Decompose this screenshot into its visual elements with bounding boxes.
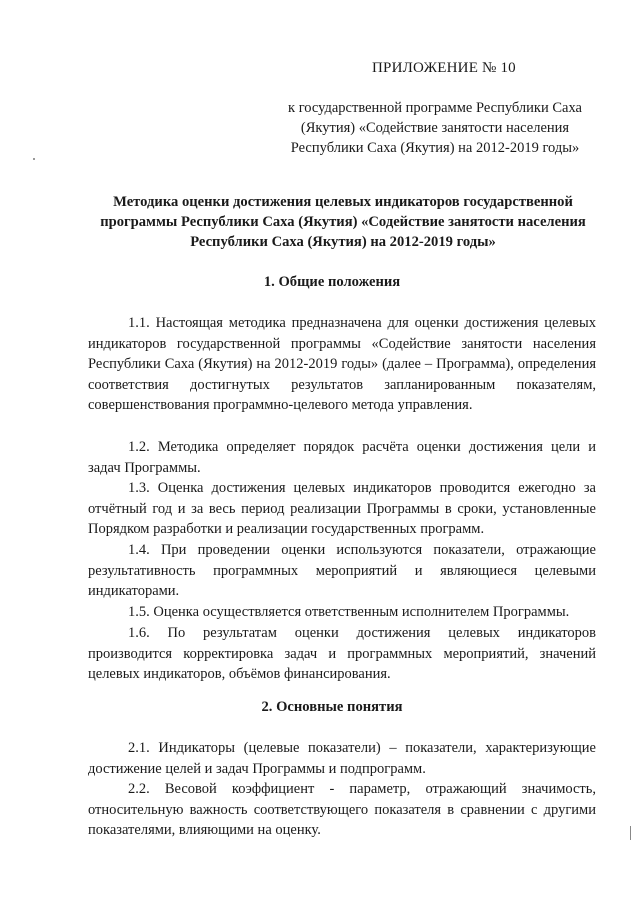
scan-speck [33, 158, 35, 160]
paragraph-1-5: 1.5. Оценка осуществляется ответственным исполнителем Программы. [128, 604, 570, 620]
paragraph-1-2: 1.2. Методика определяет порядок расчёта оценки достижения цели и задач Программы. [88, 439, 596, 476]
scan-mark [630, 826, 631, 840]
paragraph-1-4: 1.4. При проведении оценки используются показатели, отражающие результативность программных мероприятий и являющиеся целевыми индикаторами. [88, 542, 596, 600]
paragraph-1-1: 1.1. Настоящая методика предназначена для оценки достижения целевых индикаторов государственной программы «Содействие занятости населения Республики Саха (Якутия) на 2012-2019 годы» (далее – Программа), определения соответствия достигнутых результатов запланированным показателям, совершенствования программно-целевого метода управления. [88, 315, 596, 414]
paragraph-1-3: 1.3. Оценка достижения целевых индикаторов проводится ежегодно за отчётный год и за весь период реализации Программы в сроки, установленные Порядком разработки и реализации государственных программ. [88, 480, 596, 538]
paragraph-2-2: 2.2. Весовой коэффициент - параметр, отражающий значимость, относительную важность соответствующего показателя в сравнении с другими показателями, влияющими на оценку. [88, 781, 596, 839]
document-title: Методика оценки достижения целевых индикаторов государственной программы Республики Саха (Якутия) «Содействие занятости населения Республики Саха (Якутия) на 2012-2019 годы» [100, 194, 586, 250]
appendix-title: ПРИЛОЖЕНИЕ № 10 [372, 60, 516, 76]
section-heading-general: 1. Общие положения [263, 274, 401, 290]
appendix-subtitle: к государственной программе Республики Саха (Якутия) «Содействие занятости населения Республики Саха (Якутия) на 2012-2019 годы» [288, 100, 582, 156]
section-heading-concepts: 2. Основные понятия [261, 699, 403, 715]
paragraph-1-6: 1.6. По результатам оценки достижения целевых индикаторов производится корректировка задач и программных мероприятий, значений целевых индикаторов, объёмов финансирования. [88, 625, 596, 683]
paragraph-2-1: 2.1. Индикаторы (целевые показатели) – показатели, характеризующие достижение целей и задач Программы и подпрограмм. [88, 740, 596, 777]
